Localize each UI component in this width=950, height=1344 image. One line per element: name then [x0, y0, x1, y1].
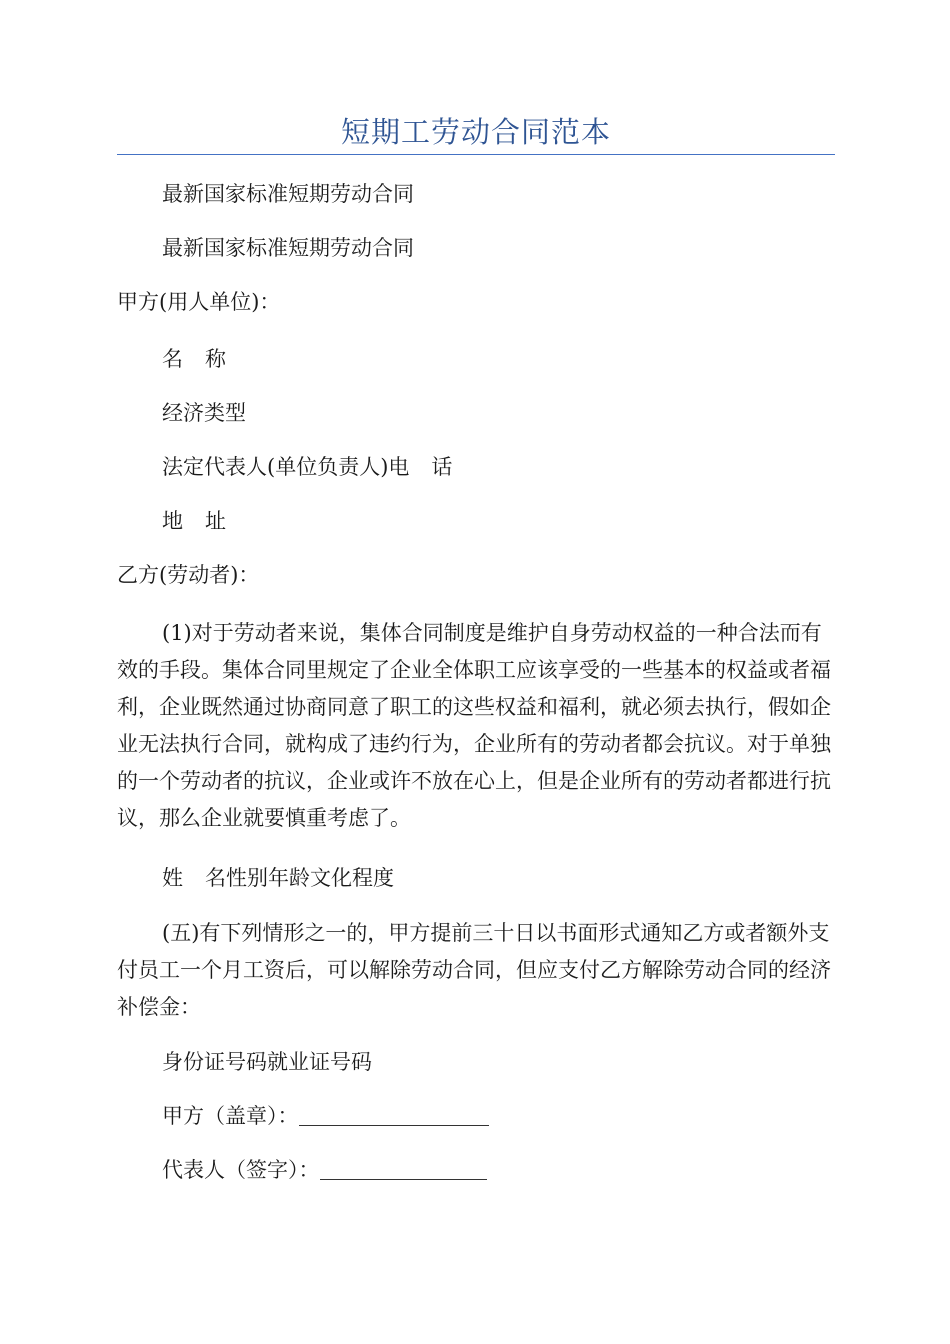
document-title: 短期工劳动合同范本: [340, 115, 611, 149]
signature-party-a: [117, 1098, 835, 1135]
field-personal-info-text: 名性别年龄文化程度: [205, 866, 394, 890]
field-legal-rep-text: 法定代表人(单位负责人)电: [162, 455, 410, 479]
signature-party-a-blank: [299, 1105, 489, 1126]
field-surname-char: 姓: [162, 866, 183, 890]
signature-representative-blank: [320, 1159, 487, 1180]
field-legal-representative: [117, 449, 835, 486]
field-name-char1: 名: [162, 347, 183, 371]
field-personal-info: [117, 860, 835, 897]
paragraph-termination: (五)有下列情形之一的，甲方提前三十日以书面形式通知乙方或者额外支付员工一个月工资后，可以解除劳动合同，但应支付乙方解除劳动合同的经济补偿金：: [117, 921, 831, 1019]
field-name: [117, 341, 835, 378]
signature-party-a-label: 甲方（盖章）：: [162, 1104, 299, 1128]
field-phone-char: 话: [431, 455, 453, 479]
field-address: [117, 503, 835, 540]
line-standard-contract-2: 最新国家标准短期劳动合同: [162, 236, 414, 260]
signature-representative: [117, 1152, 835, 1189]
party-a-heading: 甲方(用人单位)：: [117, 290, 281, 314]
field-id-number: 身份证号码就业证号码: [162, 1050, 372, 1074]
party-b-heading: 乙方(劳动者)：: [117, 563, 260, 587]
field-name-char2: 称: [205, 347, 226, 371]
field-address-char1: 地: [162, 509, 183, 533]
line-standard-contract-1: 最新国家标准短期劳动合同: [162, 182, 414, 206]
paragraph-collective-contract: (1)对于劳动者来说，集体合同制度是维护自身劳动权益的一种合法而有效的手段。集体合同里规定了企业全体职工应该享受的一些基本的权益或者福利，企业既然通过协商同意了职工的这些权益和福利，就必须去执行，假如企业无法执行合同，就构成了违约行为，企业所有的劳动者都会抗议。对于单独的一个劳动者的抗议，企业或许不放在心上，但是企业所有的劳动者都进行抗议，那么企业就要慎重考虑了。: [117, 621, 831, 830]
title-underline: [117, 154, 835, 155]
field-economic-type: 经济类型: [162, 401, 246, 425]
field-address-char2: 址: [205, 509, 226, 533]
signature-representative-label: 代表人（签字）：: [162, 1158, 320, 1182]
